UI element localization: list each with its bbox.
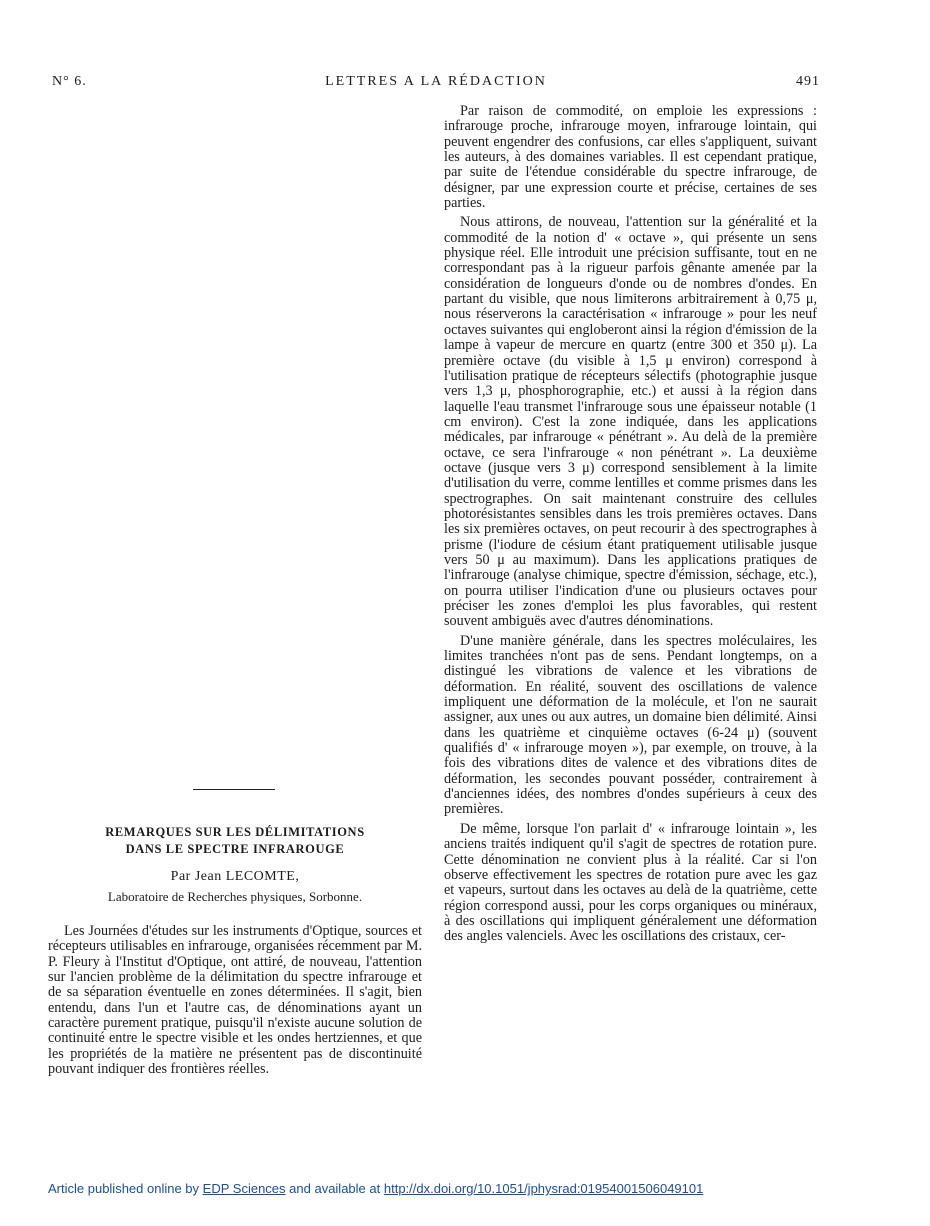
paragraph: De même, lorsque l'on parlait d' « infrarouge lointain », les anciens traités indiquent qu'il s'agit de spectres de rotation pure. Cette dénomination ne convient plus à la réalité. Car si l'on observe effectivement les spectres de rotation pure avec les gaz et vapeurs, surtout dans les octaves au delà de la quatrième, cette région correspond aussi, pour les corps organiques ou minéraux, à des oscillations qui impliquent généralement une déformation des angles valenciels. Avec les oscillations des cristaux, cer-: [444, 820, 817, 945]
publisher-link[interactable]: EDP Sciences: [202, 1181, 286, 1196]
author-byline: Par Jean LECOMTE,: [170, 869, 300, 884]
article-title: [48, 824, 422, 858]
paragraph: D'une manière générale, dans les spectres moléculaires, les limites tranchées n'ont pas de sens. Pendant longtemps, on a distingué les vibrations de valence et les vibrations de déformation. En réalité, souvent des oscillations de valence impliquent une déformation de la molécule, et l'on ne saurait assigner, aux unes ou aux autres, un domaine bien délimité. Ainsi dans les quatrième et cinquième octaves (6-24 μ) (souvent qualifiés d' « infrarouge moyen »), par exemple, on trouve, à la fois des vibrations dites de valence et des vibrations dites de déformation, les secondes pouvant posséder, contrairement à d'anciennes idées, des nombres d'ondes supérieurs à ceux des premières.: [444, 632, 817, 818]
page-header: [52, 74, 820, 94]
article-title-line: DANS LE SPECTRE INFRAROUGE: [125, 842, 345, 856]
footer-middle: and available at: [289, 1181, 381, 1196]
article-title-line: REMARQUES SUR LES DÉLIMITATIONS: [105, 825, 365, 839]
paragraph: Par raison de commodité, on emploie les expressions : infrarouge proche, infrarouge moyen, infrarouge lointain, qui peuvent engendrer des confusions, car elles s'appliquent, suivant les auteurs, à des domaines variables. Il est cependant pratique, par suite de l'étendue considérable du spectre infrarouge, de désigner, par une expression courte et précise, certaines de ses parties.: [444, 103, 817, 212]
left-column: [48, 924, 422, 1081]
page-number: 491: [796, 74, 820, 89]
footer-prefix: Article published online by: [48, 1181, 200, 1196]
paragraph: Les Journées d'études sur les instruments d'Optique, sources et récepteurs utilisables en infrarouge, organisées récemment par M. P. Fleury à l'Institut d'Optique, ont attiré, de nouveau, l'attention sur l'ancien problème de la délimitation du spectre infrarouge et de sa séparation éventuelle en zones déterminées. Il s'agit, bien entendu, dans l'un et l'autre cas, de dénominations ayant un caractère purement pratique, puisqu'il n'existe aucune solution de continuité entre le spectre visible et les ondes hertziennes, et que les propriétés de la matière ne présentent pas de discontinuité pouvant indiquer des frontières réelles.: [48, 923, 422, 1078]
publication-footer: [48, 1181, 703, 1196]
right-column: [444, 104, 817, 949]
running-title: LETTRES A LA RÉDACTION: [325, 74, 547, 89]
author-affiliation: Laboratoire de Recherches physiques, Sorbonne.: [107, 889, 363, 904]
issue-number: N° 6.: [52, 74, 87, 89]
paragraph: Nous attirons, de nouveau, l'attention sur la généralité et la commodité de la notion d' « octave », qui présente un sens physique réel. Elle introduit une précision suffisante, tout en ne correspondant pas à la rigueur parfois gênante amenée par la considération de longueurs d'onde ou de nombres d'ondes. En partant du visible, que nous limiterons arbitrairement à 0,75 μ, nous réserverons la caractérisation « infrarouge » pour les neuf octaves suivantes qui engloberont ainsi la région d'émission de la lampe à vapeur de mercure en quartz (entre 300 et 350 μ). La première octave (du visible à 1,5 μ environ) correspond à l'utilisation pratique de récepteurs sélectifs (photographie jusque vers 1,3 μ, phosphorographie, etc.) et aussi à la région dans laquelle l'eau transmet l'infrarouge sous une épaisseur notable (1 cm environ). C'est la zone indiquée, dans les applications médicales, par infrarouge « pénétrant ». Au delà de la première octave, ce sera l'infrarouge « non pénétrant ». La deuxième octave (jusque vers 3 μ) correspond sensiblement à la limite d'utilisation du verre, comme lentilles et comme prismes dans les spectrographes. On sait maintenant construire des cellules photorésistantes sensibles dans les trois premières octaves. Dans les six premières octaves, on peut recourir à des spectrographes à prisme (l'iodure de césium étant pratiquement utilisable jusque vers 50 μ au maximum). Dans les applications pratiques de l'infrarouge (analyse chimique, spectre d'émission, séchage, etc.), on pourra utiliser l'indication d'une ou plusieurs octaves pour préciser les zones d'emploi les plus favorables, qui restent souvent ambiguës avec d'autres dénominations.: [444, 214, 817, 630]
doi-link[interactable]: http://dx.doi.org/10.1051/jphysrad:01954001506049101: [383, 1181, 704, 1196]
section-divider: [193, 789, 275, 790]
